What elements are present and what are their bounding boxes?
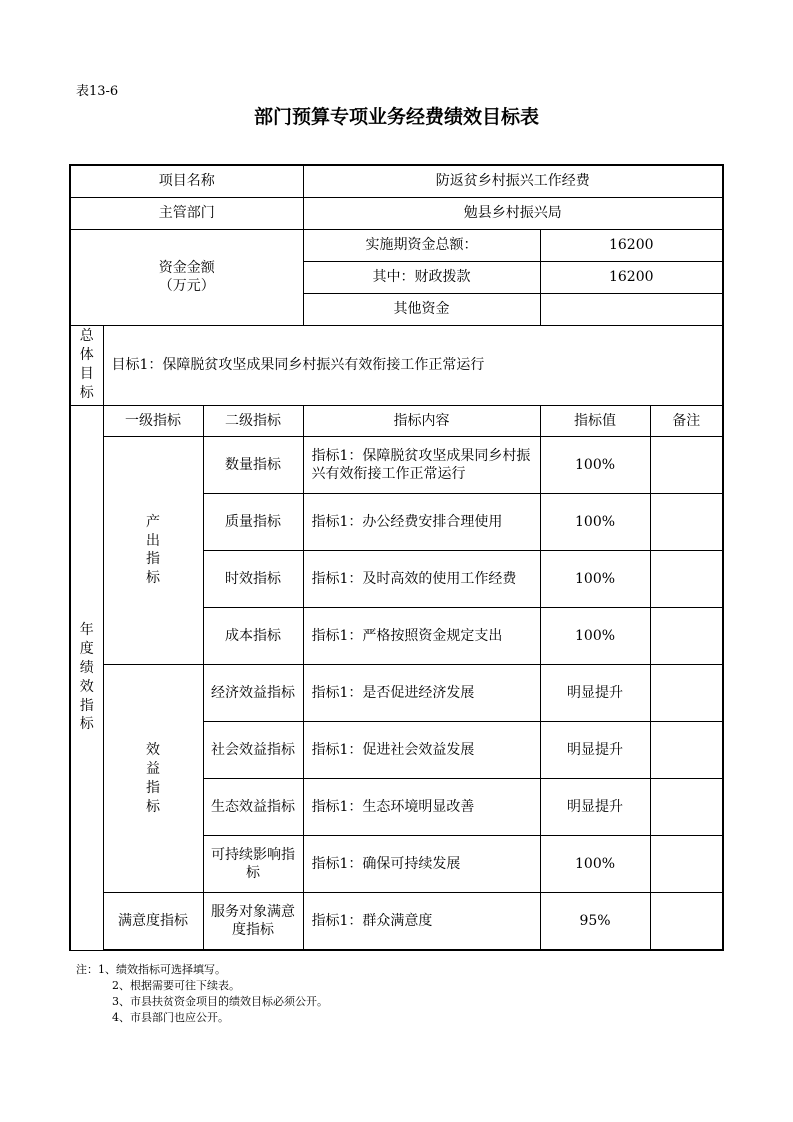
value-cell: 明显提升 xyxy=(540,665,650,722)
value-cell: 100% xyxy=(540,436,650,493)
header-value: 指标值 xyxy=(540,405,650,436)
funds-fiscal-value: 16200 xyxy=(540,261,723,293)
value-cell: 明显提升 xyxy=(540,779,650,836)
funds-total-value: 16200 xyxy=(540,229,723,261)
level2-cell: 经济效益指标 xyxy=(203,665,303,722)
funds-other-value xyxy=(540,293,723,325)
level2-cell: 时效指标 xyxy=(203,550,303,607)
overall-goal-label xyxy=(70,325,103,405)
note-item: 3、市县扶贫资金项目的绩效目标必须公开。 xyxy=(112,995,328,1008)
content-cell: 指标1：严格按照资金规定支出 xyxy=(303,607,540,664)
note-item: 2、根据需要可往下续表。 xyxy=(112,979,240,992)
level2-cell: 质量指标 xyxy=(203,493,303,550)
level2-cell: 社会效益指标 xyxy=(203,722,303,779)
content-cell: 指标1：确保可持续发展 xyxy=(303,836,540,893)
remark-cell xyxy=(650,436,723,493)
level2-cell: 成本指标 xyxy=(203,607,303,664)
remark-cell xyxy=(650,550,723,607)
header-level2: 二级指标 xyxy=(203,405,303,436)
value-cell: 100% xyxy=(540,836,650,893)
remark-cell xyxy=(650,665,723,722)
header-level1: 一级指标 xyxy=(103,405,203,436)
funds-fiscal-label: 其中：财政拨款 xyxy=(303,261,540,293)
table-number: 表13-6 xyxy=(76,84,119,99)
header-remark: 备注 xyxy=(650,405,723,436)
project-name-label: 项目名称 xyxy=(70,165,303,197)
funds-label-line2: （万元） xyxy=(158,278,215,295)
content-cell: 指标1：群众满意度 xyxy=(303,893,540,950)
overall-goal-text: 目标1：保障脱贫攻坚成果同乡村振兴有效衔接工作正常运行 xyxy=(103,325,723,405)
level2-cell: 服务对象满意度指标 xyxy=(203,893,303,950)
row-overall-goal xyxy=(70,325,723,405)
remark-cell xyxy=(650,722,723,779)
table-row xyxy=(70,436,723,493)
funds-label-line1: 资金金额 xyxy=(158,259,215,276)
overall-goal-label-text: 总体目标 xyxy=(79,328,94,402)
value-cell: 明显提升 xyxy=(540,722,650,779)
note-item: 注：1、绩效指标可选择填写。 xyxy=(76,963,226,976)
benefit-indicator-label-text: 效益指标 xyxy=(146,741,160,815)
remark-cell xyxy=(650,836,723,893)
funds-other-label: 其他资金 xyxy=(303,293,540,325)
remark-cell xyxy=(650,779,723,836)
funds-total-label: 实施期资金总额： xyxy=(303,229,540,261)
note-item: 4、市县部门也应公开。 xyxy=(112,1011,229,1024)
value-cell: 100% xyxy=(540,550,650,607)
output-indicator-label-text: 产出指标 xyxy=(146,513,160,587)
department-label: 主管部门 xyxy=(70,197,303,229)
content-cell: 指标1：生态环境明显改善 xyxy=(303,779,540,836)
content-cell: 指标1：促进社会效益发展 xyxy=(303,722,540,779)
content-cell: 指标1：办公经费安排合理使用 xyxy=(303,493,540,550)
value-cell: 100% xyxy=(540,607,650,664)
header-content: 指标内容 xyxy=(303,405,540,436)
satisfaction-indicator-label: 满意度指标 xyxy=(103,893,203,950)
content-cell: 指标1：是否促进经济发展 xyxy=(303,665,540,722)
row-department xyxy=(70,197,723,229)
notes xyxy=(76,962,328,1026)
level2-cell: 数量指标 xyxy=(203,436,303,493)
value-cell: 100% xyxy=(540,493,650,550)
level2-cell: 可持续影响指标 xyxy=(203,836,303,893)
value-cell: 95% xyxy=(540,893,650,950)
table-row xyxy=(70,665,723,722)
row-funds-total xyxy=(70,229,723,261)
project-name-value: 防返贫乡村振兴工作经费 xyxy=(303,165,723,197)
content-cell: 指标1：保障脱贫攻坚成果同乡村振兴有效衔接工作正常运行 xyxy=(303,436,540,493)
level2-cell: 生态效益指标 xyxy=(203,779,303,836)
annual-indicator-label-text: 年度绩效指标 xyxy=(79,621,94,733)
page-title: 部门预算专项业务经费绩效目标表 xyxy=(253,106,539,128)
remark-cell xyxy=(650,493,723,550)
performance-goal-table xyxy=(69,164,724,951)
row-annual-header xyxy=(70,405,723,436)
row-project-name xyxy=(70,165,723,197)
remark-cell xyxy=(650,607,723,664)
department-value: 勉县乡村振兴局 xyxy=(303,197,723,229)
content-cell: 指标1：及时高效的使用工作经费 xyxy=(303,550,540,607)
funds-label xyxy=(70,229,303,325)
output-indicator-label xyxy=(103,436,203,664)
benefit-indicator-label xyxy=(103,665,203,893)
table-row xyxy=(70,893,723,950)
remark-cell xyxy=(650,893,723,950)
annual-indicator-label xyxy=(70,405,103,950)
